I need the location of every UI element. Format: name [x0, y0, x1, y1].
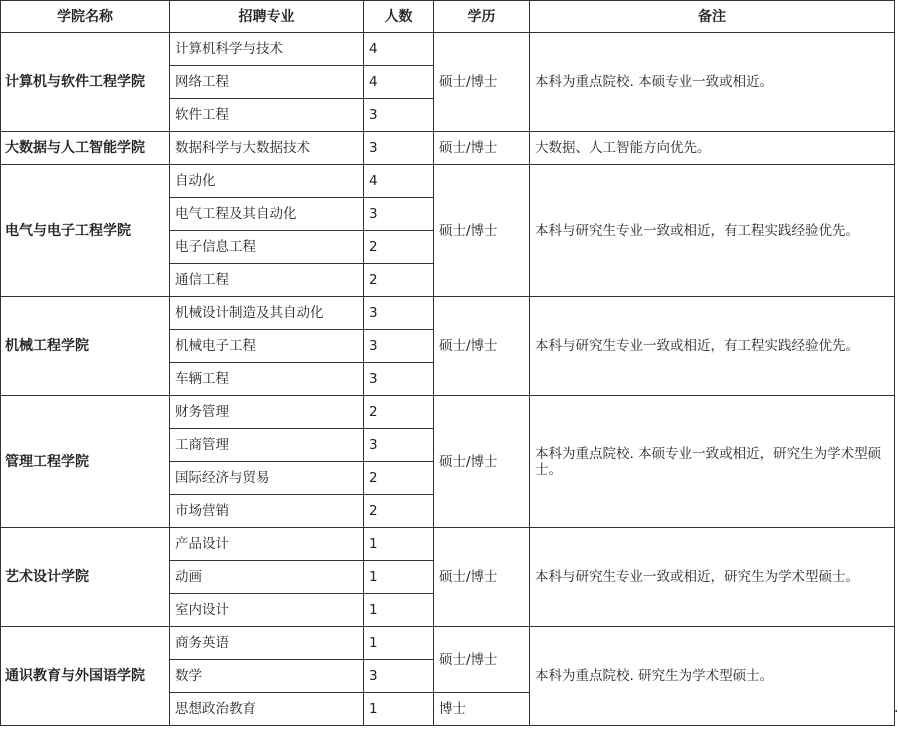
count-cell: 1 — [364, 561, 434, 594]
education-cell: 硕士/博士 — [434, 396, 530, 528]
table-body — [1, 33, 895, 726]
college-name: 机械工程学院 — [1, 297, 170, 396]
count-cell: 4 — [364, 165, 434, 198]
college-name: 艺术设计学院 — [1, 528, 170, 627]
count-cell: 3 — [364, 297, 434, 330]
notes-cell: 大数据、人工智能方向优先。 — [530, 132, 895, 165]
major-cell: 工商管理 — [170, 429, 364, 462]
major-cell: 计算机科学与技术 — [170, 33, 364, 66]
table-row — [1, 33, 895, 66]
major-cell: 国际经济与贸易 — [170, 462, 364, 495]
major-cell: 软件工程 — [170, 99, 364, 132]
header-count: 人数 — [364, 1, 434, 33]
count-cell: 1 — [364, 693, 434, 726]
education-cell: 硕士/博士 — [434, 165, 530, 297]
header-college: 学院名称 — [1, 1, 170, 33]
college-name: 电气与电子工程学院 — [1, 165, 170, 297]
table-row — [1, 297, 895, 330]
count-cell: 2 — [364, 264, 434, 297]
count-cell: 3 — [364, 132, 434, 165]
count-cell: 4 — [364, 33, 434, 66]
college-name: 大数据与人工智能学院 — [1, 132, 170, 165]
major-cell: 动画 — [170, 561, 364, 594]
header-major: 招聘专业 — [170, 1, 364, 33]
count-cell: 3 — [364, 99, 434, 132]
header-notes: 备注 — [530, 1, 895, 33]
education-cell: 硕士/博士 — [434, 132, 530, 165]
major-cell: 数据科学与大数据技术 — [170, 132, 364, 165]
count-cell: 2 — [364, 495, 434, 528]
table-row — [1, 627, 895, 660]
notes-cell: 本科与研究生专业一致或相近，研究生为学术型硕士。 — [530, 528, 895, 627]
education-cell: 硕士/博士 — [434, 297, 530, 396]
count-cell: 1 — [364, 594, 434, 627]
count-cell: 3 — [364, 363, 434, 396]
table-row — [1, 528, 895, 561]
major-cell: 网络工程 — [170, 66, 364, 99]
education-cell: 硕士/博士 — [434, 627, 530, 693]
trailing-mark — [894, 700, 898, 716]
count-cell: 3 — [364, 429, 434, 462]
major-cell: 电气工程及其自动化 — [170, 198, 364, 231]
education-cell: 硕士/博士 — [434, 528, 530, 627]
major-cell: 财务管理 — [170, 396, 364, 429]
count-cell: 1 — [364, 627, 434, 660]
major-cell: 数学 — [170, 660, 364, 693]
count-cell: 2 — [364, 396, 434, 429]
notes-cell: 本科为重点院校. 本硕专业一致或相近，研究生为学术型硕士。 — [530, 396, 895, 528]
college-name: 通识教育与外国语学院 — [1, 627, 170, 726]
table-row — [1, 396, 895, 429]
count-cell: 4 — [364, 66, 434, 99]
major-cell: 通信工程 — [170, 264, 364, 297]
notes-cell: 本科为重点院校. 本硕专业一致或相近。 — [530, 33, 895, 132]
major-cell: 思想政治教育 — [170, 693, 364, 726]
major-cell: 自动化 — [170, 165, 364, 198]
table-row — [1, 165, 895, 198]
education-cell: 硕士/博士 — [434, 33, 530, 132]
count-cell: 3 — [364, 198, 434, 231]
major-cell: 电子信息工程 — [170, 231, 364, 264]
education-cell: 博士 — [434, 693, 530, 726]
header-row — [1, 1, 895, 33]
major-cell: 室内设计 — [170, 594, 364, 627]
notes-cell: 本科与研究生专业一致或相近，有工程实践经验优先。 — [530, 297, 895, 396]
college-name: 管理工程学院 — [1, 396, 170, 528]
count-cell: 2 — [364, 231, 434, 264]
major-cell: 商务英语 — [170, 627, 364, 660]
notes-cell: 本科与研究生专业一致或相近，有工程实践经验优先。 — [530, 165, 895, 297]
college-name: 计算机与软件工程学院 — [1, 33, 170, 132]
major-cell: 机械电子工程 — [170, 330, 364, 363]
count-cell: 3 — [364, 330, 434, 363]
major-cell: 市场营销 — [170, 495, 364, 528]
major-cell: 车辆工程 — [170, 363, 364, 396]
count-cell: 1 — [364, 528, 434, 561]
major-cell: 机械设计制造及其自动化 — [170, 297, 364, 330]
header-education: 学历 — [434, 1, 530, 33]
count-cell: 3 — [364, 660, 434, 693]
notes-cell: 本科为重点院校. 研究生为学术型硕士。 — [530, 627, 895, 726]
count-cell: 2 — [364, 462, 434, 495]
major-cell: 产品设计 — [170, 528, 364, 561]
table-row — [1, 132, 895, 165]
